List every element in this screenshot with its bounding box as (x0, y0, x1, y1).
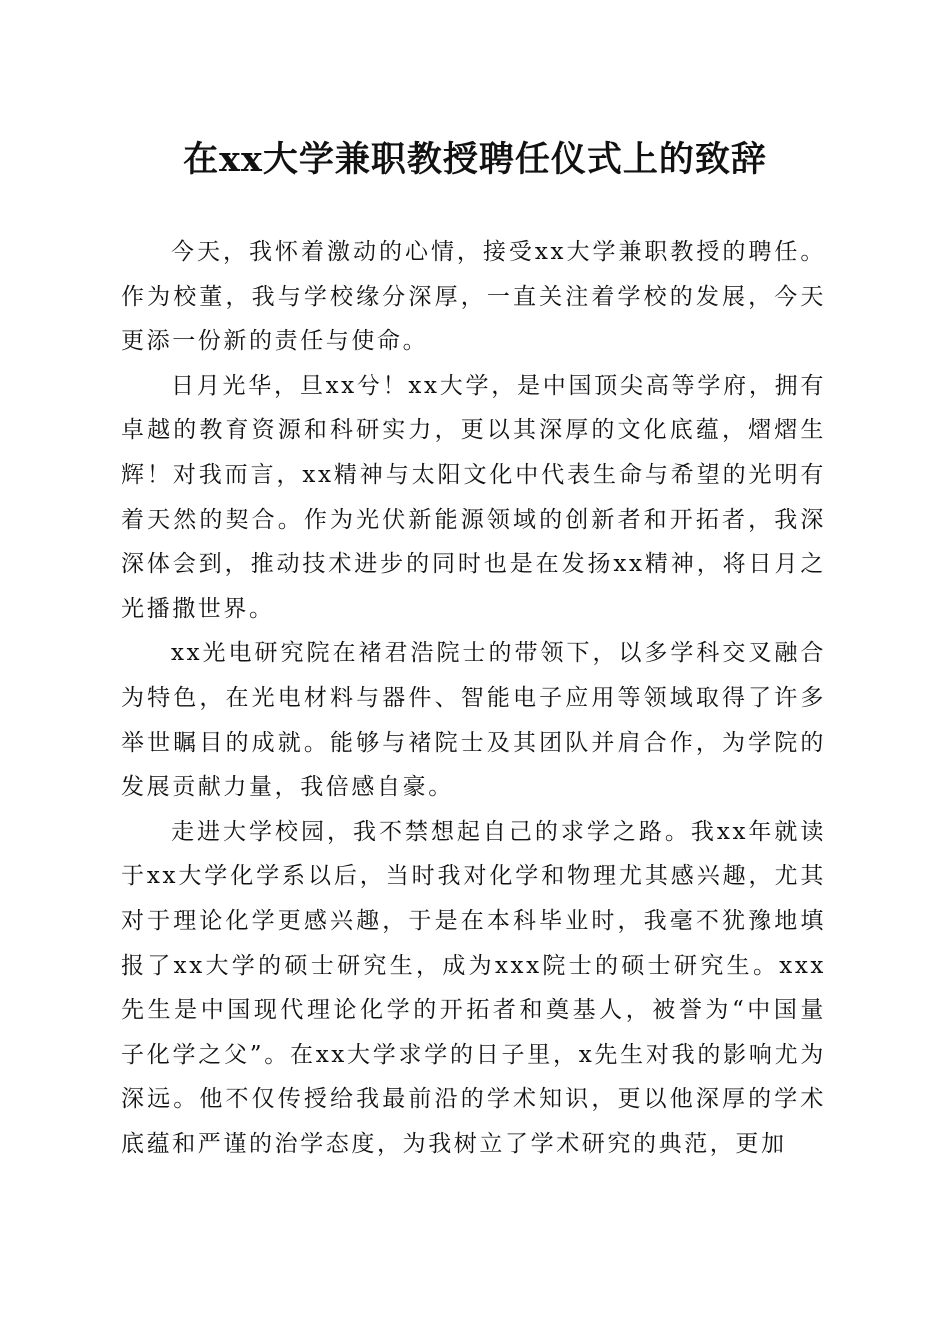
paragraph-2: 日月光华，旦xx兮！xx大学，是中国顶尖高等学府，拥有卓越的教育资源和科研实力，更以其深厚的文化底蕴，熠熠生辉！对我而言，xx精神与太阳文化中代表生命与希望的光明有着天然的契合。作为光伏新能源领域的创新者和开拓者，我深深体会到，推动技术进步的同时也是在发扬xx精神，将日月之光播撒世界。 (121, 372, 826, 622)
paragraph-3: xx光电研究院在褚君浩院士的带领下，以多学科交叉融合为特色，在光电材料与器件、智能电子应用等领域取得了许多举世瞩目的成就。能够与褚院士及其团队并肩合作，为学院的发展贡献力量，我倍感自豪。 (121, 640, 826, 801)
paragraph-1: 今天，我怀着激动的心情，接受xx大学兼职教授的聘任。作为校董，我与学校缘分深厚，一直关注着学校的发展，今天更添一份新的责任与使命。 (121, 239, 826, 355)
document-body (121, 230, 826, 1166)
document-title: 在xx大学兼职教授聘任仪式上的致辞 (183, 139, 767, 180)
paragraph-4: 走进大学校园，我不禁想起自己的求学之路。我xx年就读于xx大学化学系以后，当时我对化学和物理尤其感兴趣，尤其对于理论化学更感兴趣，于是在本科毕业时，我毫不犹豫地填报了xx大学的硕士研究生，成为xxx院士的硕士研究生。xxx先生是中国现代理论化学的开拓者和奠基人，被誉为“中国量子化学之父”。在xx大学求学的日子里，x先生对我的影响尤为深远。他不仅传授给我最前沿的学术知识，更以他深厚的学术底蕴和严谨的治学态度，为我树立了学术研究的典范，更加 (121, 818, 826, 1157)
